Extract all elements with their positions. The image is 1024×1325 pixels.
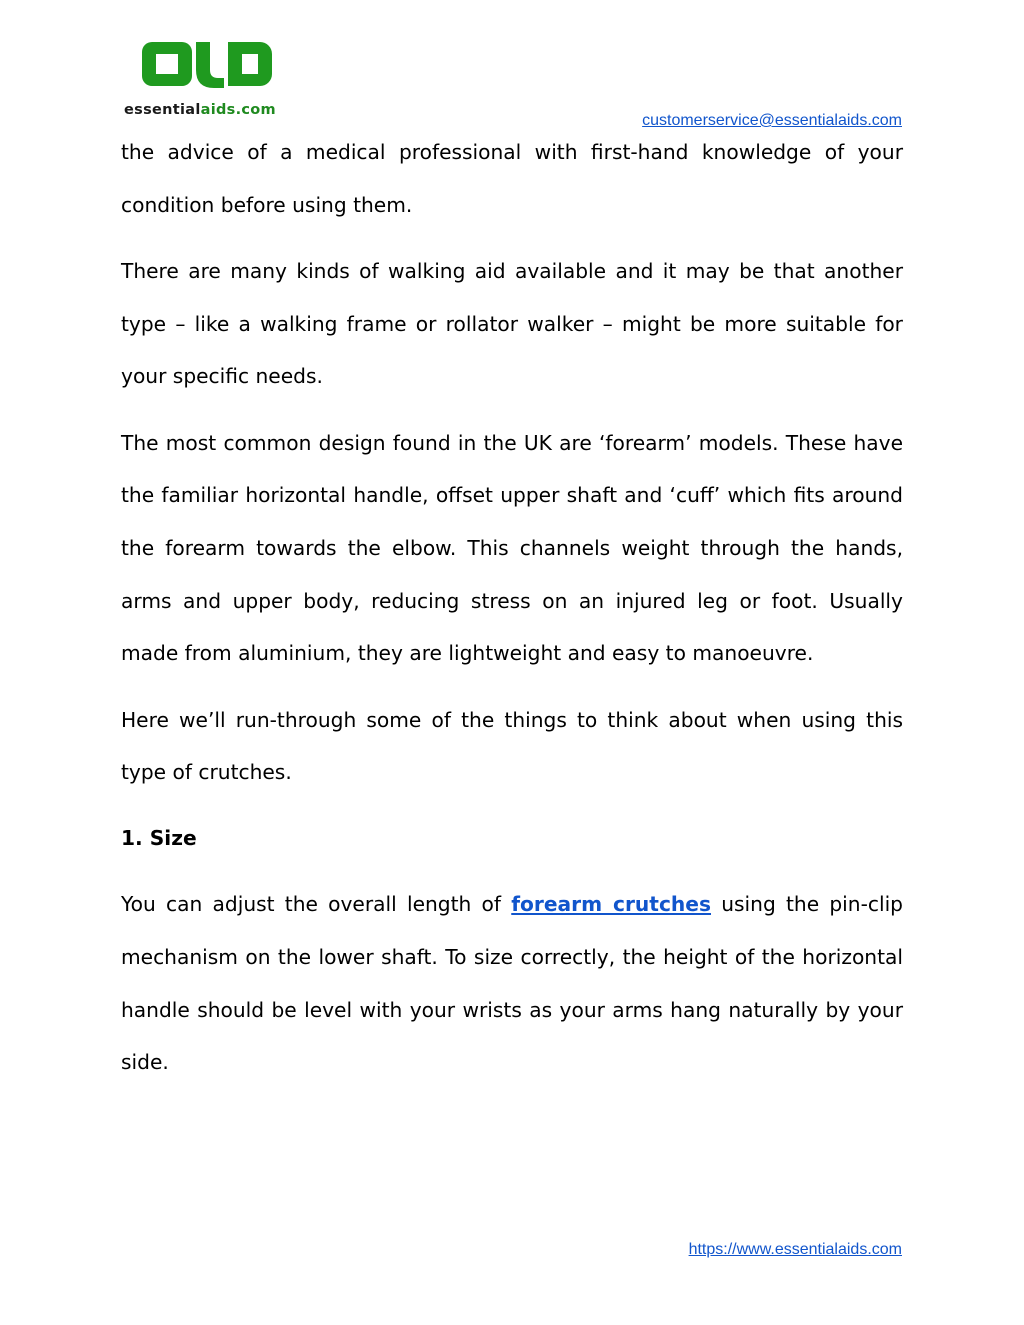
forearm-crutches-link[interactable]: forearm crutches bbox=[511, 892, 711, 917]
paragraph-sizing-intro: You can adjust the overall length of bbox=[121, 892, 512, 917]
paragraph-forearm-models: The most common design found in the UK are ‘forearm’ models. These have the familiar horizontal handle, offset upper shaft and ‘cuff’ which fits around the forearm towards the elbow. This channels weight through the hands, arms and upper body, reducing stress on an injured leg or foot. Usually made from aluminium, they are lightweight and easy to manoeuvre. bbox=[121, 430, 903, 666]
logo-wordmark-prefix: essential bbox=[124, 102, 201, 118]
paragraph-advice: the advice of a medical professional with first-hand knowledge of your condition before using them. bbox=[121, 140, 903, 217]
essentialaids-logo-mark bbox=[142, 36, 278, 92]
paragraph-run-through: Here we’ll run-through some of the things to think about when using this type of crutches. bbox=[121, 707, 903, 785]
customer-service-email-link[interactable]: customerservice@essentialaids.com bbox=[642, 112, 902, 129]
logo-wordmark-suffix: aids.com bbox=[200, 102, 276, 118]
essentialaids-logo bbox=[124, 36, 296, 122]
paragraph-walking-aids: There are many kinds of walking aid available and it may be that another type – like a walking frame or rollator walker – might be more suitable for your specific needs. bbox=[121, 258, 903, 389]
heading-size: 1. Size bbox=[121, 826, 197, 851]
logo-wordmark bbox=[124, 102, 276, 118]
paragraph-sizing bbox=[121, 878, 903, 1089]
document-body bbox=[121, 126, 903, 1102]
website-url-link[interactable]: https://www.essentialaids.com bbox=[688, 1241, 902, 1258]
paragraph-sizing-rest: using the pin-clip mechanism on the lower shaft. To size correctly, the height of the horizontal handle should be level with your wrists as your arms hang naturally by your side. bbox=[121, 892, 903, 1075]
